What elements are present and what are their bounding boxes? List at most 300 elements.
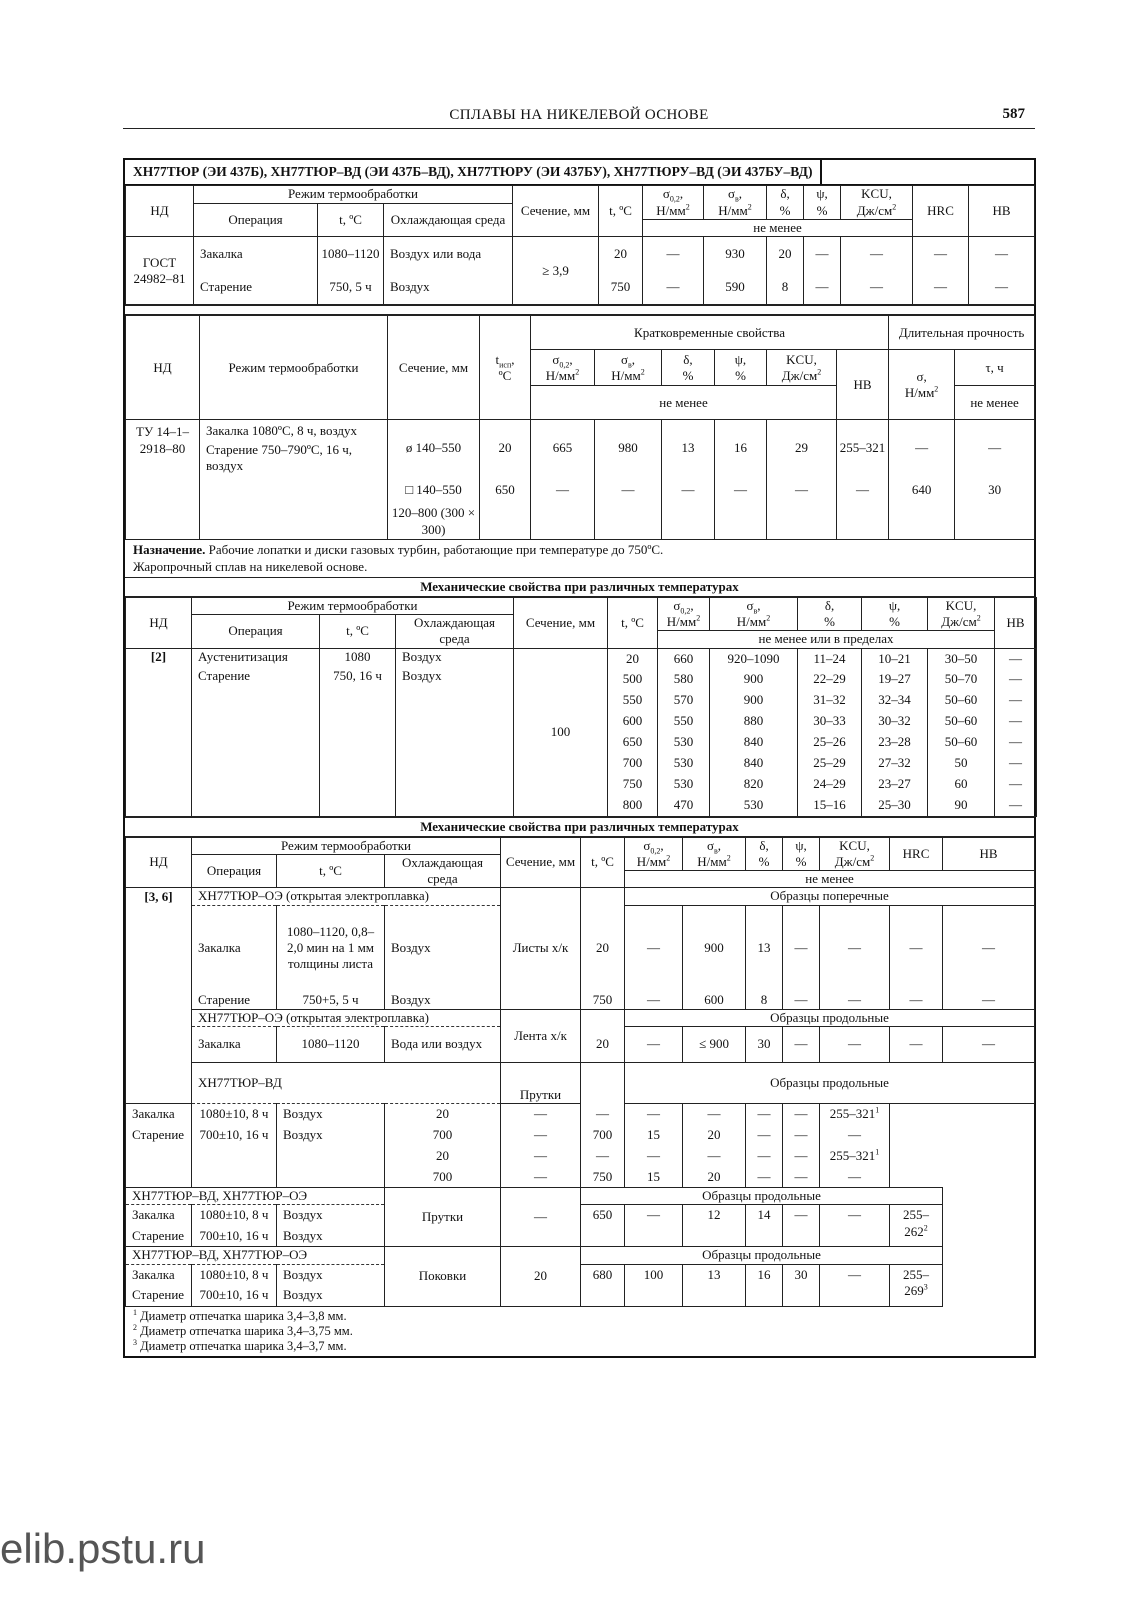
col-kcu: KCU, $Дж/см^2$	[767, 350, 837, 386]
value-cell: —	[625, 991, 683, 1009]
value-cell: —	[943, 1026, 1035, 1062]
col-section: Сечение, мм	[388, 316, 480, 420]
section-cell: 100	[514, 648, 608, 816]
value-cell: 24–29	[798, 774, 862, 795]
table-row	[126, 1167, 1035, 1188]
col-operation: Операция	[194, 204, 318, 237]
section-cell: Лента х/к	[501, 1009, 581, 1062]
col-tau: τ, ч	[955, 350, 1035, 386]
value-cell: 25–30	[862, 795, 928, 816]
nd-refs: [3, 6]	[126, 888, 192, 1104]
value-cell: —	[643, 271, 704, 305]
page-number: 587	[1002, 106, 1025, 122]
temp-cell: 1080±10, 8 ч	[192, 1205, 277, 1226]
cool-cell: Воздух	[277, 1264, 385, 1285]
section-title-temps-2: Механические свойства при различных температурах	[125, 817, 1034, 837]
op-cell: Старение	[126, 1285, 192, 1306]
col-kcu: KCU, $Дж/см^2$	[820, 837, 890, 871]
temps-table	[125, 597, 1037, 817]
col-hb: HB	[837, 350, 889, 420]
col-regime: Режим термообработки	[192, 837, 501, 854]
col-temp: t, ºС	[608, 597, 658, 648]
value-cell: 16	[746, 1264, 783, 1306]
cool-cell: Воздух или вода	[384, 237, 513, 271]
col-cooling: Охлаждающая среда	[396, 615, 514, 649]
col-regime: Режим термообработки	[194, 186, 513, 204]
col-hrc: HRC	[913, 186, 969, 237]
col-long-strength: Длительная прочность	[889, 316, 1035, 350]
value-cell: 14	[746, 1205, 783, 1247]
section-cell: Поковки	[385, 1247, 501, 1306]
section-cell: ≥ 3,9	[513, 237, 599, 305]
value-cell: —	[501, 1125, 581, 1146]
op-cell: Закалка	[194, 237, 318, 271]
value-cell: —	[531, 476, 595, 504]
value-cell: —	[746, 1146, 783, 1167]
cool-cell	[277, 1146, 385, 1167]
value-cell: —	[683, 1146, 746, 1167]
col-psi: ψ, %	[804, 186, 841, 220]
running-header	[123, 106, 1035, 129]
label-min: не менее	[643, 220, 913, 237]
temp-cell: 1080±10, 8 ч	[192, 1264, 277, 1285]
value-cell: —	[662, 476, 715, 504]
label-min: не менее или в пределах	[658, 631, 995, 648]
col-sv: $\sigma_в$, $Н/мм^2$	[710, 597, 798, 631]
value-cell: 23–28	[862, 732, 928, 753]
group-name: ХН77ТЮР–ОЭ (открытая электроплавка)	[192, 1009, 501, 1026]
temp-cell: 1080–1120, 0,8–2,0 мин на 1 мм толщины листа	[277, 905, 385, 991]
temp-cell: 750, 5 ч	[318, 271, 384, 305]
section-cell: ø 140–550	[388, 420, 480, 476]
value-cell: 840	[710, 753, 798, 774]
value-cell: 750	[599, 271, 643, 305]
value-cell: 20	[385, 1104, 501, 1125]
cool-cell: Вода или воздух	[385, 1026, 501, 1062]
value-cell: 880	[710, 711, 798, 732]
value-cell: —	[820, 991, 890, 1009]
col-hrc: HRC	[890, 837, 943, 871]
op-cell: Закалка	[126, 1264, 192, 1285]
value-cell: —	[783, 991, 820, 1009]
value-cell: 30–33	[798, 711, 862, 732]
value-cell: 13	[746, 905, 783, 991]
value-cell: 700	[581, 1125, 625, 1146]
label-min: не менее	[625, 871, 1035, 888]
col-psi: ψ, %	[783, 837, 820, 871]
value-cell: —	[820, 905, 890, 991]
value-cell: —	[995, 711, 1037, 732]
op-cell	[126, 1146, 192, 1167]
col-hb: HB	[943, 837, 1035, 871]
temp-cell: 1080±10, 8 ч	[192, 1104, 277, 1125]
col-psi: ψ, %	[715, 350, 767, 386]
value-cell: —	[841, 237, 913, 271]
op-cell	[126, 1167, 192, 1188]
col-section: Сечение, мм	[513, 186, 599, 237]
col-s02: $\sigma_{0,2}$, $Н/мм^2$	[658, 597, 710, 631]
nd-tu: ТУ 14–1–2918–80	[126, 420, 200, 540]
op-cell: Закалка	[192, 905, 277, 991]
value-cell: 32–34	[862, 690, 928, 711]
value-cell: 50–70	[928, 669, 995, 690]
temp-cell: 700±10, 16 ч	[192, 1125, 277, 1146]
value-cell: —	[804, 237, 841, 271]
section-cell: Прутки	[519, 1086, 562, 1102]
col-regime: Режим термообработки	[192, 597, 514, 614]
value-cell: 20	[501, 1247, 581, 1306]
gost-table	[125, 185, 1035, 305]
group3-rows	[126, 1104, 1035, 1188]
value-cell: —	[625, 1104, 683, 1125]
col-kcu: KCU, $Дж/см^2$	[841, 186, 913, 220]
value-cell: 900	[710, 669, 798, 690]
value-cell: —	[943, 905, 1035, 991]
value-cell: —	[969, 237, 1035, 271]
label-min: не менее	[531, 386, 837, 420]
col-section: Сечение, мм	[514, 597, 608, 648]
watermark: elib.pstu.ru	[0, 1525, 206, 1572]
op-cell: Закалка	[126, 1205, 192, 1226]
value-cell: 650	[480, 476, 531, 504]
value-cell: 20	[581, 905, 625, 991]
value-cell: —	[837, 476, 889, 504]
value-cell: —	[783, 1205, 820, 1247]
value-cell: 25–29	[798, 753, 862, 774]
col-op-temp: t, ºС	[277, 854, 385, 888]
value-cell: —	[783, 1146, 820, 1167]
value-cell: $255-321^1$	[820, 1146, 890, 1167]
value-cell: —	[767, 476, 837, 504]
value-cell: 8	[767, 271, 804, 305]
value-cell: 19–27	[862, 669, 928, 690]
value-cell: 700	[385, 1125, 501, 1146]
col-nd: НД	[126, 316, 200, 420]
value-cell: 50–60	[928, 732, 995, 753]
col-nd: НД	[126, 837, 192, 888]
col-s02: $\sigma_{0,2}$, $Н/мм^2$	[625, 837, 683, 871]
op-cell: Закалка	[126, 1104, 192, 1125]
value-cell: 700	[385, 1167, 501, 1188]
value-cell: —	[820, 1125, 890, 1146]
value-cell: $255-321^1$	[820, 1104, 890, 1125]
value-cell: —	[715, 476, 767, 504]
value-cell: 50–60	[928, 711, 995, 732]
value-cell: —	[913, 237, 969, 271]
value-cell: 30	[955, 476, 1035, 504]
value-cell: —	[955, 420, 1035, 476]
value-cell: —	[625, 905, 683, 991]
section-cell: Листы х/к	[501, 888, 581, 1009]
section-cell: Прутки	[385, 1188, 501, 1247]
value-cell: 20	[480, 420, 531, 476]
cool-cell: Воздух	[277, 1125, 385, 1146]
value-cell: 13	[683, 1264, 746, 1306]
value-cell: —	[995, 774, 1037, 795]
value-cell: 12	[683, 1205, 746, 1247]
op-cell: Старение	[194, 271, 318, 305]
regime-aging: Старение 750–790ºС, 16 ч, воздух	[206, 441, 353, 473]
running-header-title: СПЛАВЫ НА НИКЕЛЕВОЙ ОСНОВЕ	[449, 107, 709, 123]
value-cell: 980	[595, 420, 662, 476]
value-cell: $255-269^3$	[890, 1264, 943, 1306]
value-cell: —	[643, 237, 704, 271]
footnote: $^1$ Диаметр отпечатка шарика 3,4–3,8 мм.	[133, 1307, 347, 1323]
col-d: δ, %	[767, 186, 804, 220]
value-cell: 530	[658, 774, 710, 795]
table-row	[126, 1125, 1035, 1146]
value-cell: 20	[608, 648, 658, 669]
value-cell: 30–32	[862, 711, 928, 732]
value-cell: —	[995, 690, 1037, 711]
temp-cell: 1080 750, 16 ч	[320, 648, 396, 816]
value-cell: 100	[625, 1264, 683, 1306]
col-nd: НД	[126, 186, 194, 237]
value-cell: —	[783, 1026, 820, 1062]
value-cell: —	[746, 1104, 783, 1125]
value-cell: 470	[658, 795, 710, 816]
value-cell: —	[501, 1104, 581, 1125]
col-temp: t, ºС	[599, 186, 643, 237]
value-cell: 820	[710, 774, 798, 795]
value-cell: —	[501, 1167, 581, 1188]
value-cell: 13	[662, 420, 715, 476]
op-cell: Закалка	[192, 1026, 277, 1062]
value-cell: 900	[710, 690, 798, 711]
col-op-temp: t, ºС	[320, 615, 396, 649]
section-cell: □ 140–550	[388, 476, 480, 504]
cool-cell	[277, 1167, 385, 1188]
col-sv: $\sigma_в$, $Н/мм^2$	[683, 837, 746, 871]
value-cell: —	[890, 991, 943, 1009]
samples-table	[125, 837, 1035, 1307]
op-cell: Старение	[192, 991, 277, 1009]
value-cell: —	[595, 476, 662, 504]
table-row	[126, 1104, 1035, 1125]
value-cell: 530	[710, 795, 798, 816]
value-cell: 530	[658, 732, 710, 753]
value-cell: —	[625, 1146, 683, 1167]
op-cell: Старение	[126, 1125, 192, 1146]
value-cell: 50–60	[928, 690, 995, 711]
value-cell: —	[995, 753, 1037, 774]
col-cooling: Охлаждающая среда	[385, 854, 501, 888]
col-psi: ψ, %	[862, 597, 928, 631]
value-cell: $255-262^2$	[890, 1205, 943, 1247]
value-cell: ≤ 900	[683, 1026, 746, 1062]
value-cell: 660	[658, 648, 710, 669]
op-cell: Аустенитизация Старение	[192, 648, 320, 816]
value-cell: 10–21	[862, 648, 928, 669]
col-sigma: σ, $Н/мм^2$	[889, 350, 955, 420]
value-cell: —	[625, 1205, 683, 1247]
cool-cell: Воздух	[385, 905, 501, 991]
value-cell: 20	[599, 237, 643, 271]
cool-cell: Воздух	[384, 271, 513, 305]
value-cell: 50	[928, 753, 995, 774]
value-cell: —	[995, 732, 1037, 753]
tu-table	[125, 315, 1035, 540]
value-cell: 15–16	[798, 795, 862, 816]
col-d: δ, %	[746, 837, 783, 871]
col-sv: $\sigma_в$, $Н/мм^2$	[704, 186, 767, 220]
value-cell: —	[804, 271, 841, 305]
value-cell: —	[841, 271, 913, 305]
temp-cell: 1080–1120	[277, 1026, 385, 1062]
value-cell: —	[889, 420, 955, 476]
col-kcu: KCU, $Дж/см^2$	[928, 597, 995, 631]
value-cell: 15	[625, 1125, 683, 1146]
value-cell: —	[746, 1167, 783, 1188]
value-cell: —	[581, 1104, 625, 1125]
cool-cell: Воздух	[277, 1285, 385, 1306]
value-cell: —	[995, 669, 1037, 690]
col-operation: Операция	[192, 615, 320, 649]
value-cell: 30	[783, 1264, 820, 1306]
value-cell: —	[969, 271, 1035, 305]
value-cell: —	[820, 1026, 890, 1062]
cool-cell: Воздух	[277, 1226, 385, 1247]
samples-label: Образцы продольные	[581, 1247, 943, 1264]
value-cell: —	[783, 905, 820, 991]
value-cell: —	[820, 1205, 890, 1247]
value-cell: 22–29	[798, 669, 862, 690]
alloy-table	[123, 158, 1036, 1358]
label-min: не менее	[955, 386, 1035, 420]
temp-cell	[192, 1146, 277, 1167]
value-cell: 11–24	[798, 648, 862, 669]
samples-label: Образцы продольные	[625, 1009, 1035, 1026]
value-cell: 255–321	[837, 420, 889, 476]
value-cell: —	[913, 271, 969, 305]
value-cell: 23–27	[862, 774, 928, 795]
value-cell: 20	[683, 1167, 746, 1188]
temp-cell: 750+5, 5 ч	[277, 991, 385, 1009]
value-cell: —	[501, 1188, 581, 1247]
value-cell: —	[783, 1167, 820, 1188]
value-cell: 90	[928, 795, 995, 816]
value-cell: 29	[767, 420, 837, 476]
samples-label: Образцы поперечные	[625, 888, 1035, 905]
col-op-temp: t, ºС	[318, 204, 384, 237]
section-title-temps: Механические свойства при различных температурах	[125, 577, 1034, 597]
col-operation: Операция	[192, 854, 277, 888]
value-cell: 530	[658, 753, 710, 774]
group-name: ХН77ТЮР–ОЭ (открытая электроплавка)	[192, 888, 501, 905]
col-hb: HB	[969, 186, 1035, 237]
value-cell: 31–32	[798, 690, 862, 711]
col-d: δ, %	[798, 597, 862, 631]
temp-cell: 700±10, 16 ч	[192, 1285, 277, 1306]
value-cell: 700	[608, 753, 658, 774]
value-cell: —	[820, 1167, 890, 1188]
footnote: $^2$ Диаметр отпечатка шарика 3,4–3,75 мм.	[133, 1322, 353, 1338]
value-cell: 27–32	[862, 753, 928, 774]
col-d: δ, %	[662, 350, 715, 386]
value-cell: —	[581, 1146, 625, 1167]
value-cell: 800	[608, 795, 658, 816]
value-cell: —	[820, 1264, 890, 1306]
value-cell: 650	[581, 1205, 625, 1247]
value-cell: 20	[683, 1125, 746, 1146]
value-cell: 550	[658, 711, 710, 732]
temp-cell: 700±10, 16 ч	[192, 1226, 277, 1247]
value-cell: 25–26	[798, 732, 862, 753]
group-name: ХН77ТЮР–ВД, ХН77ТЮР–ОЭ	[126, 1247, 385, 1264]
nd-gost: ГОСТ 24982–81	[126, 237, 194, 305]
value-cell: 920–1090	[710, 648, 798, 669]
col-temp: t, ºС	[581, 837, 625, 888]
samples-label: Образцы продольные	[581, 1188, 943, 1205]
value-cell: 20	[581, 1026, 625, 1062]
table-row	[126, 1146, 1035, 1167]
value-cell: 15	[625, 1167, 683, 1188]
footnotes	[125, 1307, 1034, 1356]
footnote: $^3$ Диаметр отпечатка шарика 3,4–3,7 мм.	[133, 1337, 347, 1353]
value-cell: 600	[608, 711, 658, 732]
value-cell: 665	[531, 420, 595, 476]
cool-cell: Воздух	[277, 1104, 385, 1125]
col-section: Сечение, мм	[501, 837, 581, 888]
value-cell: 500	[608, 669, 658, 690]
col-nd: НД	[126, 597, 192, 648]
value-cell: —	[625, 1026, 683, 1062]
value-cell: 8	[746, 991, 783, 1009]
value-cell: 680	[581, 1264, 625, 1306]
nd-ref: [2]	[126, 648, 192, 816]
value-cell: 840	[710, 732, 798, 753]
value-cell: 550	[608, 690, 658, 711]
op-cell: Старение	[126, 1226, 192, 1247]
value-cell: —	[890, 905, 943, 991]
table-row	[126, 648, 1037, 669]
value-cell: 750	[608, 774, 658, 795]
group-name: ХН77ТЮР–ВД	[192, 1062, 501, 1103]
col-short-props: Кратковременные свойства	[531, 316, 889, 350]
value-cell: —	[501, 1146, 581, 1167]
value-cell: 30–50	[928, 648, 995, 669]
value-cell: 900	[683, 905, 746, 991]
value-cell: —	[943, 991, 1035, 1009]
value-cell: 30	[746, 1026, 783, 1062]
value-cell: —	[683, 1104, 746, 1125]
value-cell: —	[890, 1026, 943, 1062]
col-test-temp: $t_{исп}$, ºС	[480, 316, 531, 420]
value-cell: —	[995, 648, 1037, 669]
value-cell: 750	[581, 991, 625, 1009]
value-cell: 580	[658, 669, 710, 690]
col-hb: HB	[995, 597, 1037, 648]
table-title: ХН77ТЮР (ЭИ 437Б), ХН77ТЮР–ВД (ЭИ 437Б–ВД), ХН77ТЮРУ (ЭИ 437БУ), ХН77ТЮРУ–ВД (ЭИ 437БУ–ВД)	[125, 160, 1034, 185]
samples-label: Образцы продольные	[625, 1062, 1035, 1103]
value-cell: —	[783, 1125, 820, 1146]
value-cell: 20	[767, 237, 804, 271]
value-cell: 60	[928, 774, 995, 795]
temp-cell: 1080–1120	[318, 237, 384, 271]
regime-quench: Закалка 1080ºС, 8 ч, воздух	[206, 423, 357, 439]
value-cell: 20	[385, 1146, 501, 1167]
value-cell: 640	[889, 476, 955, 504]
value-cell: 650	[608, 732, 658, 753]
temp-cell	[192, 1167, 277, 1188]
value-cell: 930	[704, 237, 767, 271]
col-s02: $\sigma_{0,2}$, $Н/мм^2$	[531, 350, 595, 386]
temps-table-body	[126, 648, 1037, 816]
value-cell: 570	[658, 690, 710, 711]
value-cell: 16	[715, 420, 767, 476]
value-cell: 590	[704, 271, 767, 305]
value-cell: 600	[683, 991, 746, 1009]
